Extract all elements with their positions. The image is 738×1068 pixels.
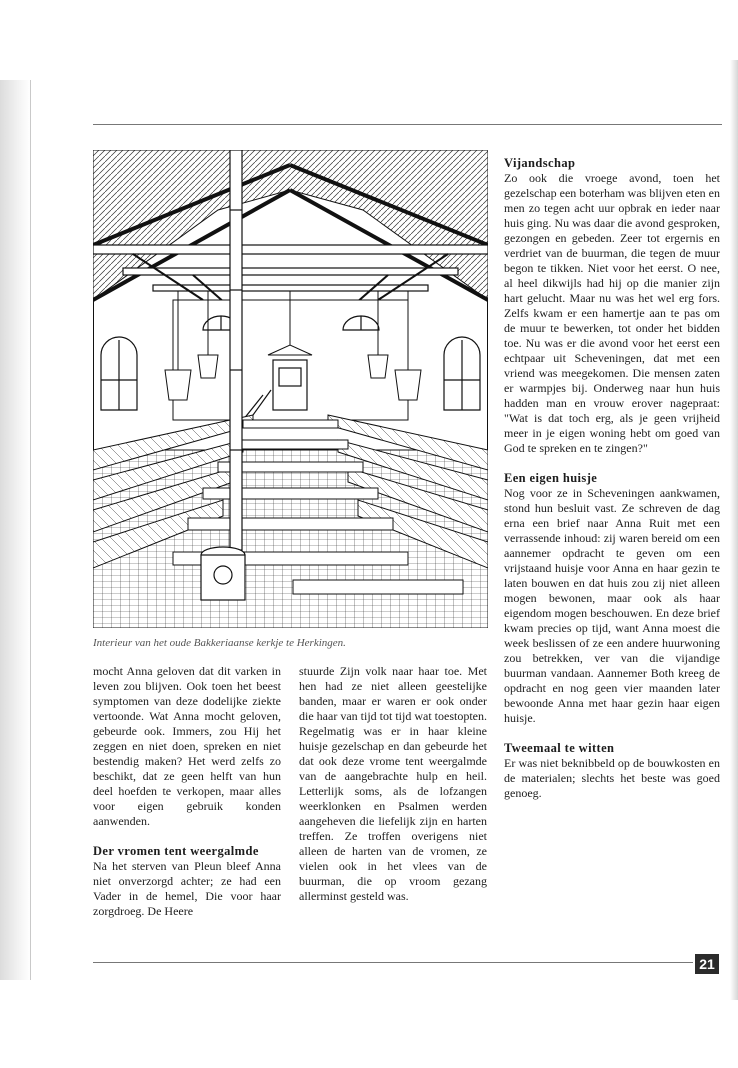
page-binding-shadow: [0, 80, 30, 980]
heading-een-eigen-huisje: Een eigen huisje: [504, 471, 598, 485]
column1-paragraph-1: mocht Anna geloven dat dit varken in leven zou blijven. Ook toen het beest symptomen van deze dodelijke ziekte vertoonde. Wat Anna mocht geloven, gebeurde ook. Immers, zou Hij het zeggen en niet doen, spreken en niet bestendig maken? Het werd zelfs zo beschikt, dat ze geen helft van hun deel hoefden te verkopen, maar alles voor eigen gebruik konden aanwenden.: [93, 664, 281, 828]
heading-der-vromen-tent: Der vromen tent weergalmde: [93, 844, 259, 858]
page-binding-edge: [30, 80, 31, 980]
text-column-3: [504, 156, 720, 801]
top-rule: [93, 124, 722, 125]
column3-paragraph-2: Nog voor ze in Scheveningen aankwamen, stond hun besluit vast. Ze schreven de dag erna een brief naar Anna Ruit met een verrassende inhoud: zij waren bereid om een aannemer opdracht te geven om een vrijstaand huisje voor Anna en haar gezin te laten bouwen en dat huis zou zij niet alleen mogen bewonen, maar ook als haar eigendom mogen beschouwen. En deze brief kwam precies op tijd, want Anna moest die week beslissen of ze een andere huurwoning zou betrekken, ver van die vijandige buurman vandaan. Aannemer Both kreeg de opdracht en nog geen vier maanden later bewoonde Anna met haar gezin haar eigen huisje.: [504, 486, 720, 725]
heading-vijandschap: Vijandschap: [504, 156, 576, 170]
page-edge-shadow: [730, 60, 738, 1000]
column3-paragraph-3: Er was niet beknibbeld op de bouwkosten en de materialen; slechts het beste was goed genoeg.: [504, 756, 720, 800]
column1-paragraph-2: Na het sterven van Pleun bleef Anna niet onverzorgd achter; ze had een Vader in de hemel, Die voor haar zorgdroeg. De Heere: [93, 859, 281, 918]
illustration-caption: Interieur van het oude Bakkeriaanse kerkje te Herkingen.: [93, 637, 346, 649]
paragraph-gap: [504, 456, 720, 471]
text-column-2: [299, 664, 487, 904]
church-interior-drawing: [93, 150, 488, 628]
page-number: 21: [695, 954, 719, 974]
paragraph-gap: [504, 726, 720, 741]
text-column-1: [93, 664, 281, 919]
column3-paragraph-1: Zo ook die vroege avond, toen het gezelschap een boterham was blijven eten en men zo tegen acht uur opbrak en ieder naar huis ging. Nu was daar die avond gesproken, gezongen en gebeden. Zeer tot ergernis en verdriet van de buurman, die tegen de muur begon te tikken. Niet voor het eerst. O nee, al heel dikwijls had hij op die manier zijn hart gelucht. Maar nu was het wel erg fors. Zelfs kwam er een hamertje aan te pas om de muur te bewerken, tot onder het bidden toe. Nu was er die avond voor het eerst een echtpaar uit Scheveningen, dat met een vriend was meegekomen. Die mensen zaten er warmpjes bij. Onderweg naar hun huis hadden man en vrouw erover nagepraat: "Wat is dat toch erg, als je geen vrijheid meer in je eigen woning hebt om goed van God te spreken en te zingen?": [504, 171, 720, 455]
paragraph-gap: [93, 829, 281, 844]
column2-paragraph-1: stuurde Zijn volk naar haar toe. Met hen had ze niet alleen geestelijke banden, maar er waren er ook onder die haar van tijd tot tijd wat toestopten. Regelmatig was er in haar kleine huisje gezelschap en dan gebeurde het dat ook deze vrome tent weergalmde van de aangebrachte hulp en heil. Letterlijk soms, als de lofzangen weerklonken en Psalmen werden aangeheven die liefelijk zijn en harten treffen. Ze troffen overigens niet alleen de harten van de vromen, ze vielen ook in het vlees van de buurman, die op vroom gezang allerminst gesteld was.: [299, 664, 487, 903]
heading-tweemaal-te-witten: Tweemaal te witten: [504, 741, 615, 755]
bottom-rule: [93, 962, 693, 963]
